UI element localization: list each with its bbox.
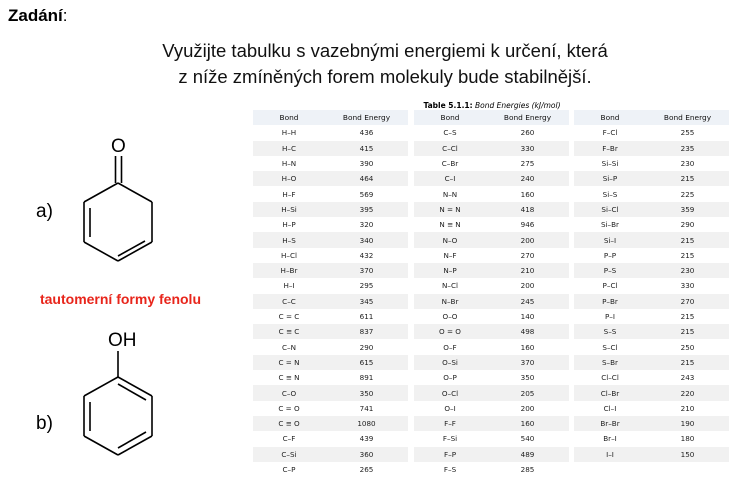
table-row (574, 340, 729, 355)
header-bond-energy: Bond Energy (342, 113, 391, 123)
bond-cell: C–Cl (442, 143, 458, 153)
energy-cell: 340 (359, 235, 374, 245)
bond-cell: Si–Si (601, 159, 619, 169)
energy-cell: 390 (359, 159, 374, 169)
bond-cell: H–H (281, 128, 297, 138)
bond-cell: Cl–I (603, 403, 617, 413)
energy-cell: 360 (359, 449, 374, 459)
energy-cell: 210 (520, 266, 535, 276)
energy-cell: 370 (520, 357, 535, 367)
bond-cell: F–Cl (602, 128, 618, 138)
molecule-a-structure (70, 128, 170, 278)
table-row (414, 355, 569, 370)
table-row (414, 232, 569, 247)
bond-cell: C–S (443, 128, 457, 138)
table-row (574, 324, 729, 339)
bond-cell: F–F (444, 419, 456, 429)
table-row (253, 447, 408, 462)
header-bond-energy: Bond Energy (503, 113, 552, 123)
energy-cell: 215 (680, 250, 695, 260)
bond-cell: O–P (443, 373, 457, 383)
bond-cell: S–Cl (602, 342, 618, 352)
bond-cell: Si–Cl (601, 204, 619, 214)
bond-cell: C–F (282, 434, 296, 444)
bond-cell: S–S (603, 327, 617, 337)
energy-cell: 205 (520, 388, 535, 398)
energy-cell: 220 (680, 388, 695, 398)
bond-cell: H–C (281, 143, 297, 153)
table-row (414, 202, 569, 217)
table-caption (252, 101, 730, 110)
energy-cell: 235 (680, 143, 695, 153)
table-row (414, 309, 569, 324)
bond-cell: Si–P (602, 174, 618, 184)
bond-cell: P–I (604, 312, 616, 322)
energy-cell: 891 (359, 373, 374, 383)
bond-cell: C ≡ O (278, 419, 300, 429)
table-caption-number: Table 5.1.1: (423, 101, 473, 110)
energy-cell: 330 (520, 143, 535, 153)
tautomer-label: tautomerní formy fenolu (39, 291, 201, 307)
table-row (253, 401, 408, 416)
bond-cell: H–Cl (280, 250, 297, 260)
table-row (253, 324, 408, 339)
bond-cell: H–S (282, 235, 296, 245)
table-row (253, 171, 408, 186)
energy-cell: 615 (359, 357, 374, 367)
bond-cell: O–I (444, 403, 456, 413)
energy-cell: 265 (359, 465, 374, 475)
table-row (574, 355, 729, 370)
table-row (414, 278, 569, 293)
table-row (414, 340, 569, 355)
table-row (253, 217, 408, 232)
table-header-row (414, 110, 569, 125)
energy-cell: 270 (520, 250, 535, 260)
energy-cell: 837 (359, 327, 374, 337)
bond-cell: H–P (282, 220, 296, 230)
energy-cell: 215 (680, 235, 695, 245)
energy-cell: 250 (680, 342, 695, 352)
table-row (253, 156, 408, 171)
energy-cell: 245 (520, 296, 535, 306)
bond-cell: C–I (444, 174, 456, 184)
table-row (414, 416, 569, 431)
energy-cell: 611 (359, 312, 374, 322)
energy-cell: 436 (359, 128, 374, 138)
energy-cell: 350 (359, 388, 374, 398)
bond-cell: P–S (603, 266, 617, 276)
bond-cell: C = O (278, 403, 300, 413)
energy-cell: 418 (520, 204, 535, 214)
energy-cell: 275 (520, 159, 535, 169)
option-a-label: a) (36, 201, 53, 222)
energy-cell: 345 (359, 296, 374, 306)
bond-cell: Br–Br (600, 419, 620, 429)
bond-cell: O–F (443, 342, 457, 352)
table-row (253, 202, 408, 217)
bond-cell: C–C (282, 296, 296, 306)
table-row (414, 462, 569, 477)
table-row (253, 340, 408, 355)
bond-cell: C ≡ C (278, 327, 300, 337)
energy-cell: 320 (359, 220, 374, 230)
heading-label: Zadání (8, 6, 63, 25)
energy-cell: 439 (359, 434, 374, 444)
energy-cell: 285 (520, 465, 535, 475)
energy-cell: 295 (359, 281, 374, 291)
bond-cell: C–N (282, 342, 296, 352)
energy-cell: 160 (520, 419, 535, 429)
table-row (253, 370, 408, 385)
table-row (414, 187, 569, 202)
bond-cell: H–O (281, 174, 297, 184)
bond-cell: F–Br (602, 143, 618, 153)
table-row (574, 232, 729, 247)
bond-cell: S–Br (601, 357, 619, 367)
energy-cell: 370 (359, 266, 374, 276)
energy-cell: 215 (680, 327, 695, 337)
bond-cell: C–Si (281, 449, 297, 459)
bond-cell: Cl–Cl (601, 373, 619, 383)
energy-cell: 215 (680, 312, 695, 322)
table-row (253, 462, 408, 477)
table-row (414, 385, 569, 400)
energy-cell: 415 (359, 143, 374, 153)
energy-cell: 140 (520, 312, 535, 322)
table-row (574, 248, 729, 263)
energy-cell: 255 (680, 128, 695, 138)
energy-cell: 330 (680, 281, 695, 291)
table-row (253, 355, 408, 370)
task-text (110, 38, 660, 90)
bond-cell: Si–I (603, 235, 617, 245)
energy-cell: 215 (680, 174, 695, 184)
bond-cell: F–S (443, 465, 457, 475)
energy-cell: 240 (520, 174, 535, 184)
energy-cell: 946 (520, 220, 535, 230)
table-row (414, 141, 569, 156)
energy-cell: 180 (680, 434, 695, 444)
table-row (574, 416, 729, 431)
molecule-b-structure (70, 322, 180, 472)
task-line-1: Využijte tabulku s vazebnými energiemi k určení, která (162, 40, 608, 61)
energy-cell: 215 (680, 357, 695, 367)
bond-cell: H–I (283, 281, 295, 291)
heading (8, 6, 68, 26)
table-row (574, 171, 729, 186)
table-row (414, 401, 569, 416)
table-row (253, 431, 408, 446)
bond-cell: C ≡ N (278, 373, 300, 383)
bond-cell: O = O (439, 327, 461, 337)
energy-cell: 290 (359, 342, 374, 352)
table-row (414, 324, 569, 339)
table-row (253, 278, 408, 293)
table-row (414, 156, 569, 171)
table-row (414, 217, 569, 232)
table-row (414, 125, 569, 140)
task-line-2: z níže zmíněných forem molekuly bude stabilnější. (178, 66, 592, 87)
bond-cell: N–N (442, 189, 458, 199)
bond-cell: N–Br (441, 296, 459, 306)
header-bond-energy: Bond Energy (663, 113, 712, 123)
bond-cell: O–Cl (441, 388, 459, 398)
energy-cell: 160 (520, 189, 535, 199)
bond-cell: F–P (443, 449, 457, 459)
table-row (574, 370, 729, 385)
bond-cell: C–P (282, 465, 296, 475)
energy-cell: 498 (520, 327, 535, 337)
table-row (574, 187, 729, 202)
energy-cell: 160 (520, 342, 535, 352)
energy-cell: 225 (680, 189, 695, 199)
bond-cell: O–O (442, 312, 458, 322)
table-row (414, 248, 569, 263)
molecule-b-atom-label: OH (108, 330, 137, 351)
energy-cell: 350 (520, 373, 535, 383)
table-row (574, 431, 729, 446)
energy-cell: 432 (359, 250, 374, 260)
bond-cell: N ≡ N (439, 220, 461, 230)
table-row (414, 263, 569, 278)
bond-cell: N–P (443, 266, 457, 276)
bond-cell: H–N (281, 159, 297, 169)
table-row (414, 294, 569, 309)
bond-cell: N–F (443, 250, 457, 260)
energy-cell: 230 (680, 266, 695, 276)
bond-cell: C–O (281, 388, 297, 398)
table-row (574, 263, 729, 278)
energy-cell: 210 (680, 403, 695, 413)
bond-cell: Si–Br (600, 220, 620, 230)
table-row (253, 248, 408, 263)
table-row (253, 294, 408, 309)
table-row (414, 447, 569, 462)
table-row (253, 232, 408, 247)
energy-cell: 395 (359, 204, 374, 214)
table-row (574, 156, 729, 171)
bond-cell: P–P (603, 250, 617, 260)
table-row (253, 385, 408, 400)
bond-energy-table (253, 110, 729, 475)
bond-cell: N–O (442, 235, 458, 245)
table-row (414, 370, 569, 385)
heading-colon: : (62, 6, 68, 25)
energy-cell: 270 (680, 296, 695, 306)
bond-cell: C–Br (441, 159, 459, 169)
header-bond: Bond (440, 113, 460, 123)
energy-cell: 489 (520, 449, 535, 459)
table-row (574, 202, 729, 217)
table-row (574, 447, 729, 462)
energy-cell: 464 (359, 174, 374, 184)
bond-cell: O–Si (442, 357, 458, 367)
energy-cell: 200 (520, 281, 535, 291)
bond-cell: H–F (282, 189, 296, 199)
option-b-label: b) (36, 413, 53, 434)
table-row (253, 141, 408, 156)
table-row (574, 385, 729, 400)
table-row (574, 294, 729, 309)
bond-cell: F–Si (442, 434, 458, 444)
energy-cell: 569 (359, 189, 374, 199)
table-row (574, 309, 729, 324)
table-row (574, 278, 729, 293)
table-row (574, 217, 729, 232)
energy-cell: 150 (680, 449, 695, 459)
bond-cell: Cl–Br (600, 388, 620, 398)
bond-cell: Si–S (602, 189, 618, 199)
bond-cell: N = N (439, 204, 461, 214)
bond-cell: I–I (606, 449, 614, 459)
energy-cell: 290 (680, 220, 695, 230)
table-header-row (253, 110, 408, 125)
table-row (414, 431, 569, 446)
table-row (253, 125, 408, 140)
bond-cell: C = C (278, 312, 300, 322)
table-row (253, 187, 408, 202)
energy-cell: 200 (520, 235, 535, 245)
energy-cell: 230 (680, 159, 695, 169)
bond-cell: Br–I (603, 434, 617, 444)
table-row (574, 401, 729, 416)
energy-cell: 260 (520, 128, 535, 138)
energy-cell: 200 (520, 403, 535, 413)
table-row (574, 125, 729, 140)
molecule-a-atom-label: O (111, 136, 126, 157)
energy-cell: 359 (680, 204, 695, 214)
energy-cell: 1080 (357, 419, 376, 429)
table-row (414, 171, 569, 186)
bond-cell: N–Cl (442, 281, 458, 291)
table-row (253, 309, 408, 324)
energy-cell: 243 (680, 373, 695, 383)
table-row (574, 141, 729, 156)
bond-cell: H–Si (281, 204, 297, 214)
energy-cell: 190 (680, 419, 695, 429)
header-bond: Bond (600, 113, 620, 123)
energy-cell: 741 (359, 403, 374, 413)
energy-cell: 540 (520, 434, 535, 444)
table-row (253, 416, 408, 431)
bond-cell: P–Br (602, 296, 618, 306)
header-bond: Bond (279, 113, 299, 123)
table-row (253, 263, 408, 278)
bond-cell: C = N (278, 357, 300, 367)
bond-cell: P–Cl (602, 281, 618, 291)
table-caption-title: Bond Energies (kJ/mol) (472, 101, 561, 110)
bond-cell: H–Br (280, 266, 298, 276)
table-header-row (574, 110, 729, 125)
